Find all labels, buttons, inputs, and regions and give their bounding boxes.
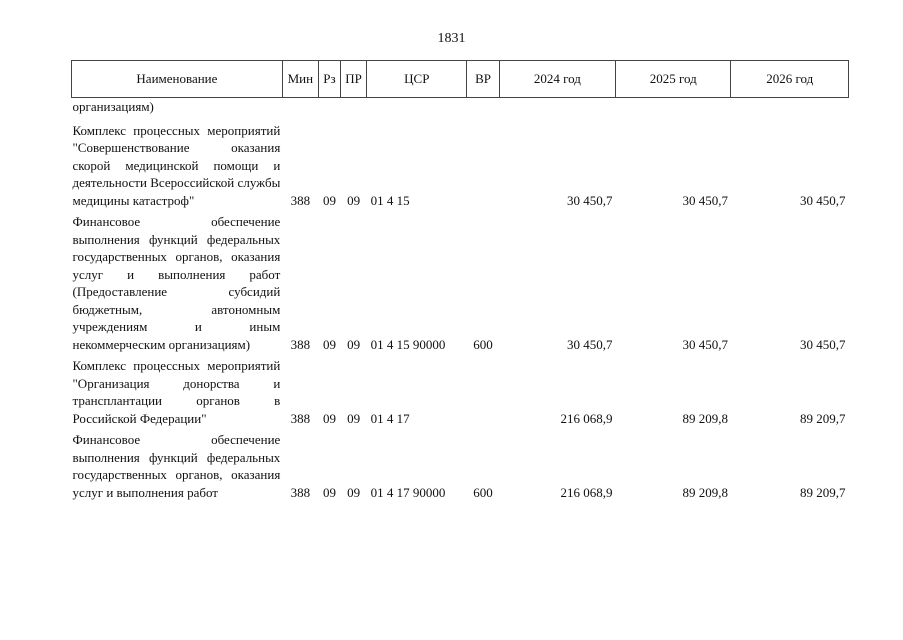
table-row (72, 122, 849, 214)
row-name: Комплекс процессных мероприятий "Совершенствование оказания скорой медицинской помощи и деятельности Всероссийской службы медицины катастроф" (72, 122, 281, 208)
row-vr: 600 (473, 336, 493, 352)
page-number: 1831 (437, 31, 466, 46)
row-vr (467, 122, 499, 214)
table-row (72, 213, 849, 357)
row-csr: 01 4 15 90000 (370, 336, 446, 352)
row-csr: 01 4 17 (370, 410, 410, 426)
continuation-row (72, 98, 849, 122)
budget-table (71, 60, 849, 505)
row-name: Комплекс процессных мероприятий "Организация донорства и трансплантации органов в Российской Федерации" (72, 358, 281, 426)
row-pr: 09 (347, 336, 361, 352)
header-2024: 2024 год (499, 61, 615, 98)
row-2026: 30 450,7 (800, 336, 846, 352)
header-csr: ЦСР (367, 61, 467, 98)
row-2026: 30 450,7 (800, 192, 846, 208)
row-2026: 89 209,7 (800, 410, 846, 426)
header-vr: ВР (467, 61, 499, 98)
row-2025: 89 209,8 (682, 410, 728, 426)
row-2026: 89 209,7 (800, 484, 846, 500)
row-rz: 09 (322, 484, 336, 500)
row-vr: 600 (473, 484, 493, 500)
row-csr: 01 4 17 90000 (370, 484, 446, 500)
header-2025: 2025 год (616, 61, 731, 98)
row-min: 388 (290, 336, 311, 352)
header-min: Мин (282, 61, 318, 98)
row-min: 388 (290, 192, 311, 208)
header-pr: ПР (341, 61, 367, 98)
table-header (72, 61, 849, 98)
row-name: Финансовое обеспечение выполнения функций федеральных государственных органов, оказания услуг и выполнения работ (Предоставление субсидий бюджетным, автономным учреждениям и иным некоммерческим организациям) (72, 214, 281, 352)
row-rz: 09 (322, 192, 336, 208)
continuation-text: организациям) (72, 99, 154, 114)
row-rz: 09 (322, 336, 336, 352)
row-2024: 216 068,9 (560, 484, 613, 500)
header-2026: 2026 год (731, 61, 849, 98)
row-2024: 30 450,7 (567, 192, 613, 208)
row-min: 388 (290, 410, 311, 426)
row-pr: 09 (347, 410, 361, 426)
table-row (72, 357, 849, 431)
header-name: Наименование (72, 61, 283, 98)
table-row (72, 431, 849, 505)
row-csr: 01 4 15 (370, 192, 410, 208)
row-2025: 89 209,8 (682, 484, 728, 500)
row-pr: 09 (347, 484, 361, 500)
row-2024: 216 068,9 (560, 410, 613, 426)
row-2024: 30 450,7 (567, 336, 613, 352)
row-2025: 30 450,7 (682, 336, 728, 352)
row-vr (467, 357, 499, 431)
row-name: Финансовое обеспечение выполнения функций федеральных государственных органов, оказания услуг и выполнения работ (72, 432, 281, 500)
row-rz: 09 (322, 410, 336, 426)
row-min: 388 (290, 484, 311, 500)
header-rz: Рз (318, 61, 340, 98)
row-2025: 30 450,7 (682, 192, 728, 208)
row-pr: 09 (347, 192, 361, 208)
